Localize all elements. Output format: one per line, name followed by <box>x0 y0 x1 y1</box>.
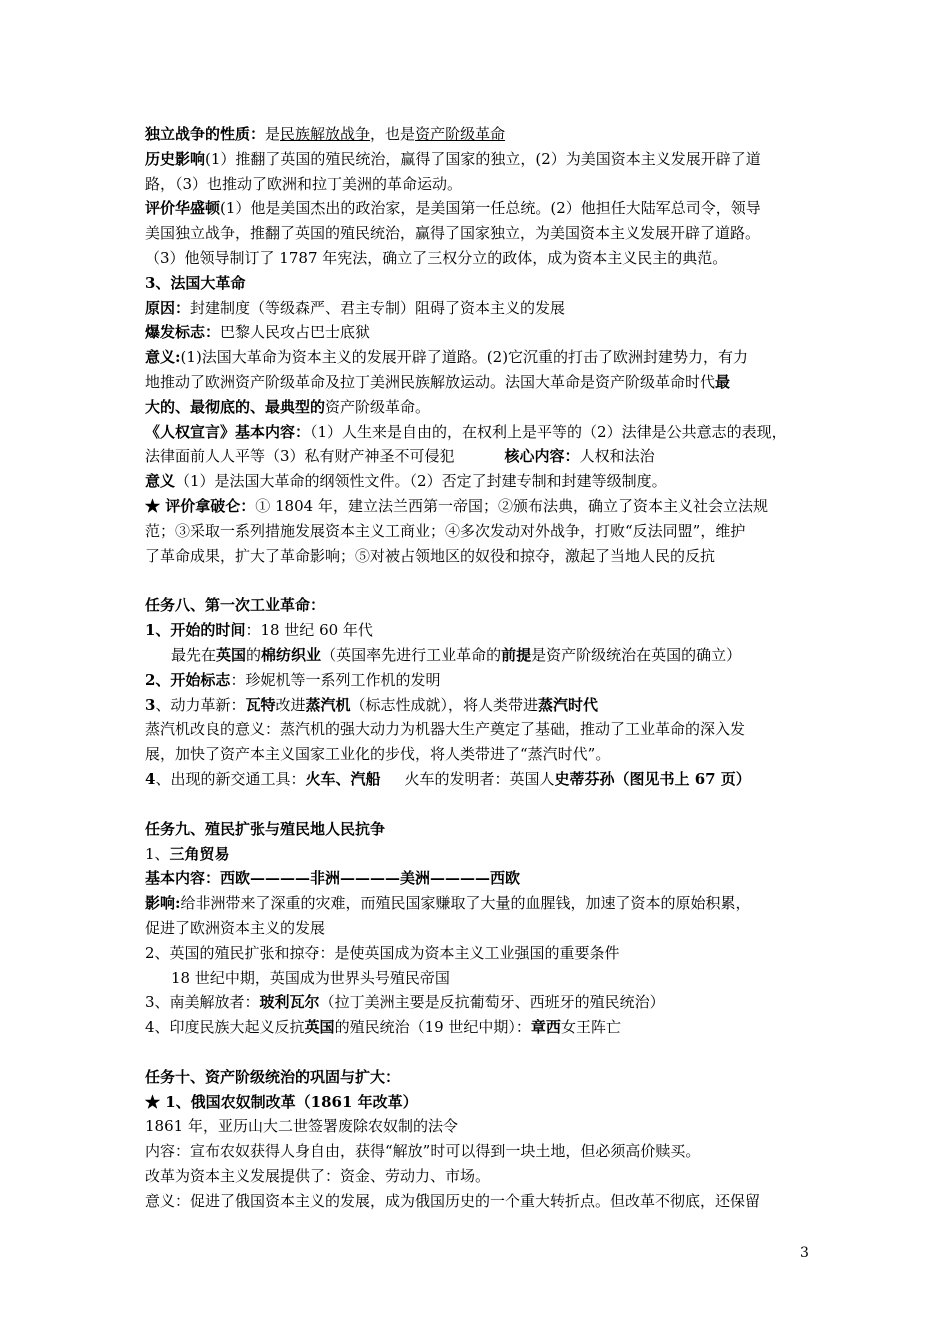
sign-label: 2、开始标志 <box>145 670 231 689</box>
cause-text: 封建制度（等级森严、君主专制）阻碍了资本主义的发展 <box>190 298 566 317</box>
french-outbreak-line <box>145 320 820 345</box>
sa-text: （拉丁美洲主要是反抗葡萄牙、西班牙的殖民统治） <box>319 993 665 1012</box>
power-watt: 瓦特 <box>245 695 276 714</box>
cause-label: 原因： <box>145 298 191 317</box>
task10-reform-line-1: 1861 年，亚历山大二世签署废除农奴制的法令 <box>145 1117 458 1136</box>
transport-inventor-label: 火车的发明者：英国人 <box>404 769 555 788</box>
task9-uk-line-2: 18 世纪中期，英国成为世界头号殖民帝国 <box>171 968 450 987</box>
first-bold-d: 棉纺织业 <box>261 645 322 664</box>
transport-num: 4 <box>145 769 156 788</box>
task9-impact-line-1 <box>145 891 820 916</box>
napoleon-line-1 <box>145 494 820 519</box>
declaration-line-2 <box>145 444 820 469</box>
power-text-d: 改进 <box>275 695 306 714</box>
declaration-line-1 <box>145 420 820 445</box>
reform-heading-text: ★ 1、俄国农奴制改革（1861 年改革） <box>145 1092 418 1111</box>
declaration-text-2: 法律面前人人平等（3）私有财产神圣不可侵犯 <box>145 447 455 466</box>
task9-heading-text: 任务九、殖民扩张与殖民地人民抗争 <box>145 819 386 838</box>
french-meaning-line-1 <box>145 345 820 370</box>
first-text-c: 的 <box>246 645 262 664</box>
power-text-f: （标志性成就），将人类带进 <box>350 695 539 714</box>
power-num: 3 <box>145 695 156 714</box>
task9-sa-line <box>145 990 820 1015</box>
steam-meaning-line-2: 展，加快了资产本主义国家工业化的步伐，将人类带进了“蒸汽时代”。 <box>145 745 611 764</box>
napoleon-line-2: 范；③采取一系列措施发展资本主义工商业；④多次发动对外战争，打败“反法同盟”，维护 <box>145 521 746 540</box>
washington-text: (1）他是美国杰出的政治家，是美国第一任总统。(2）他担任大陆军总司令，领导 <box>220 199 761 218</box>
india-text-c: 的殖民统治（19 世纪中期）： <box>334 1018 531 1037</box>
task10-reform-heading <box>145 1090 820 1115</box>
impact-text: 给非洲带来了深重的灾难，而殖民国家赚取了大量的血腥钱，加速了资本的原始积累， <box>180 894 751 913</box>
meaning-text-2: 地推动了欧洲资产阶级革命及拉丁美洲民族解放运动。法国大革命是资产阶级革命时代 <box>145 372 716 391</box>
nature-underline-2: 资产阶级革命 <box>415 125 506 143</box>
start-label: 1、开始的时间 <box>145 621 246 640</box>
washington-line-3: （3）他领导制订了 1787 年宪法，确立了三权分立的政体，成为资本主义民主的典范。 <box>145 248 728 267</box>
task9-heading <box>145 817 820 842</box>
french-heading-text: 3、法国大革命 <box>145 273 246 292</box>
first-text-a: 最先在 <box>171 645 217 664</box>
transport-inventor: 史蒂芬孙（图见书上 67 页） <box>554 769 751 788</box>
washington-line-2: 美国独立战争，推翻了英国的殖民统治，赢得了国家独立，为美国资本主义发展开辟了道路。 <box>145 224 761 243</box>
trade-num: 1、 <box>145 844 170 863</box>
transport-vehicles: 火车、汽船 <box>305 769 381 788</box>
french-cause-line <box>145 296 820 321</box>
declaration-meaning-text: （1）是法国大革命的纲领性文件。（2）否定了封建专制和封建等级制度。 <box>175 472 667 491</box>
power-label: 、动力革新： <box>155 695 246 714</box>
nature-label: 独立战争的性质： <box>145 125 266 143</box>
sa-label: 3、南美解放者： <box>145 993 260 1012</box>
meaning-bold-2: 大的、最彻底的、最典型的 <box>145 397 326 416</box>
task8-power-line <box>145 693 820 718</box>
meaning-text-3: 资产阶级革命。 <box>325 397 431 416</box>
task9-trade-line <box>145 842 820 867</box>
washington-line-1 <box>145 196 820 221</box>
french-heading <box>145 271 820 296</box>
task10-reform-line-3: 改革为资本主义发展提供了：资金、劳动力、市场。 <box>145 1167 491 1186</box>
influence-text: (1）推翻了英国的殖民统治，赢得了国家的独立，(2）为美国资本主义发展开辟了道 <box>205 149 761 168</box>
task8-sign-line <box>145 668 820 693</box>
independence-nature-line <box>145 122 820 147</box>
page-number: 3 <box>800 1245 809 1261</box>
india-britain: 英国 <box>304 1018 335 1037</box>
task9-india-line <box>145 1015 820 1040</box>
trade-title: 三角贸易 <box>169 844 230 863</box>
task10-heading-text: 任务十、资产阶级统治的巩固与扩大： <box>145 1067 401 1086</box>
basic-content: 基本内容：西欧————非洲————美洲————西欧 <box>145 869 521 888</box>
meaning-text: (1)法国大革命为资本主义的发展开辟了道路。(2)它沉重的打击了欧洲封建势力，有力 <box>180 348 749 367</box>
influence-line-1 <box>145 147 820 172</box>
core-text: 人权和法治 <box>579 447 655 466</box>
nature-text-2: ，也是 <box>370 125 416 143</box>
india-text-a: 4、印度民族大起义反抗 <box>145 1018 305 1037</box>
declaration-text: （1）人生来是自由的，在权利上是平等的（2）法律是公共意志的表现， <box>310 422 787 441</box>
task10-heading <box>145 1065 820 1090</box>
french-meaning-line-3 <box>145 395 820 420</box>
transport-label: 、出现的新交通工具： <box>155 769 306 788</box>
task8-transport-line <box>145 767 820 792</box>
washington-label: 评价华盛顿 <box>145 199 221 218</box>
nature-underline-1: 民族解放战争 <box>280 125 371 143</box>
sa-bolivar: 玻利瓦尔 <box>259 993 320 1012</box>
section-gap-2 <box>145 792 820 817</box>
sign-text: ：珍妮机等一系列工作机的发明 <box>230 670 441 689</box>
power-steam-age: 蒸汽时代 <box>538 695 599 714</box>
task10-reform-line-2: 内容：宣布农奴获得人身自由，获得“解放”时可以得到一块土地，但必须高价赎买。 <box>145 1142 701 1161</box>
influence-line-2: 路，（3）也推动了欧洲和拉丁美洲的革命运动。 <box>145 174 463 193</box>
task8-first-line <box>145 643 820 668</box>
napoleon-line-3: 了革命成果，扩大了革命影响；⑤对被占领地区的奴役和掠夺，激起了当地人民的反抗 <box>145 546 716 565</box>
power-steam-engine: 蒸汽机 <box>305 695 351 714</box>
task8-heading-text: 任务八、第一次工业革命： <box>145 596 326 615</box>
nature-text: 是 <box>265 125 281 143</box>
steam-meaning-line-1: 蒸汽机改良的意义：蒸汽机的强大动力为机器大生产奠定了基础，推动了工业革命的深入发 <box>145 720 746 739</box>
document-body <box>145 122 820 1214</box>
india-jhansi: 章西 <box>530 1018 561 1037</box>
impact-label: 影响: <box>145 894 181 913</box>
task10-reform-line-4: 意义：促进了俄国资本主义的发展，成为俄国历史的一个重大转折点。但改革不彻底，还保留 <box>145 1191 761 1210</box>
french-meaning-line-2 <box>145 370 820 395</box>
core-label: 核心内容： <box>504 447 580 466</box>
first-text-e: （英国率先进行工业革命的 <box>321 645 502 664</box>
first-bold-f: 前提 <box>501 645 532 664</box>
first-bold-b: 英国 <box>216 645 247 664</box>
declaration-meaning-line <box>145 469 820 494</box>
task9-uk-line-1: 2、英国的殖民扩张和掠夺：是使英国成为资本主义工业强国的重要条件 <box>145 943 620 962</box>
task9-impact-line-2: 促进了欧洲资本主义的发展 <box>145 918 326 937</box>
declaration-label: 《人权宣言》基本内容： <box>145 422 311 441</box>
task8-heading <box>145 593 820 618</box>
task9-basic-line <box>145 866 820 891</box>
india-text-e: 女王阵亡 <box>560 1018 621 1037</box>
outbreak-label: 爆发标志： <box>145 323 221 342</box>
meaning-bold: 最 <box>715 372 731 391</box>
first-text-g: 是资产阶级统治在英国的确立） <box>531 645 742 664</box>
start-text: ：18 世纪 60 年代 <box>245 621 373 640</box>
section-gap <box>145 568 820 593</box>
task8-start-line <box>145 618 820 643</box>
influence-label: 历史影响 <box>145 149 206 168</box>
section-gap-3 <box>145 1040 820 1065</box>
declaration-meaning-label: 意义 <box>145 472 176 491</box>
meaning-label: 意义: <box>145 348 181 367</box>
napoleon-label: ★ 评价拿破仑： <box>145 496 256 515</box>
outbreak-text: 巴黎人民攻占巴士底狱 <box>220 323 371 342</box>
napoleon-text: ① 1804 年，建立法兰西第一帝国；②颁布法典，确立了资本主义社会立法规 <box>255 496 768 515</box>
